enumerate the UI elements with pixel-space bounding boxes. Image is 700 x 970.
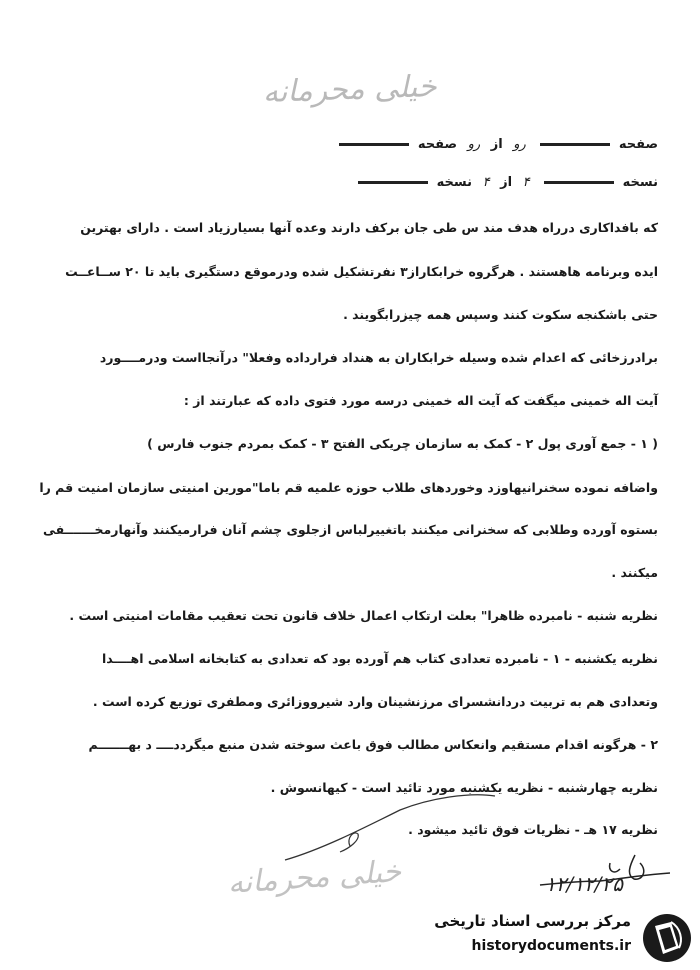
body-line: ( ۱ - جمع آوری پول ۲ - کمک به سازمان چریکی الفتح ۳ - کمک بمردم جنوب فارس ) [147, 436, 658, 451]
archive-logo-icon [641, 912, 693, 964]
copy-current: ۴ [522, 175, 530, 190]
handwritten-date: ۱۲/۱۲/۲۵ [545, 872, 623, 896]
copy-label: نسخه [622, 175, 658, 190]
classification-stamp-top: خیلی محرمانه [262, 68, 438, 111]
copy-number-row [354, 175, 658, 190]
body-line: حتی باشکنجه سکوت کنند وسپس همه چیزرابگویند . [343, 307, 658, 322]
body-line: که بافداکاری درراه هدف مند س طی جان برکف دارند وعده آنها بسیارزیاد است . دارای بهترین [80, 220, 658, 235]
body-line: نظریه ۱۷ هـ - نظریات فوق تائید میشود . [408, 822, 658, 837]
page-total: رو [467, 137, 481, 152]
body-line: نظریه شنبه - نامبرده ظاهرا" بعلت ارتکاب اعمال خلاف قانون تحت تعقیب مقامات امنیتی است . [69, 608, 658, 623]
classification-stamp-bottom: خیلی محرمانه [226, 854, 403, 902]
body-line: ۲ - هرگونه اقدام مستقیم وانعکاس مطالب فوق باعث سوخته شدن منبع میگرددــــ د بهـــــــم [88, 737, 658, 752]
watermark-url: historydocuments.ir [471, 938, 631, 954]
body-line: نظریه چهارشنبه - نظریه یکشنبه مورد تائید است - کیهانسوش . [270, 780, 658, 795]
body-line: آیت اله خمینی میگفت که آیت اله خمینی درسه مورد فتوی داده که عبارتند از : [183, 393, 658, 408]
page-current: رو [513, 137, 526, 152]
body-line: بستوه آورده وطلابی که سخنرانی میکنند باتغییرلباس ازجلوی چشم آنان فرارمیکنند وآنهارمخـــــــفی [43, 522, 658, 537]
body-line: میکنند . [611, 565, 658, 580]
watermark-title: مرکز بررسی اسناد تاریخی [434, 912, 631, 930]
page-of: از [490, 137, 503, 152]
page-suffix: صفحه [417, 137, 458, 152]
page-number-row [335, 137, 658, 152]
watermark [412, 908, 697, 968]
copy-total: ۴ [482, 175, 490, 190]
body-line: برادرزخائی که اعدام شده وسیله خرابکاران به هنداد فرارداده وفعلا" درآنجااست ودرمــــورد [99, 350, 658, 365]
body-line: وتعدادی هم به تربیت دردانشسرای مرزنشینان وارد شیرووزائری ومطفری توزیع کرده است . [92, 694, 658, 709]
body-line: واضافه نموده سخنرانیهاوزد وخوردهای طلاب حوزه علمیه قم باما"مورین امنیتی سازمان امنیت قم را [39, 480, 658, 495]
copy-suffix: نسخه [436, 175, 473, 190]
page-label: صفحه [618, 137, 658, 152]
body-line: نظریه یکشنبه - ۱ - نامبرده تعدادی کتاب هم آورده بود که تعدادی به کتابخانه اسلامی اهــــدا [101, 651, 658, 666]
body-line: ایده وبرنامه هاهستند . هرگروه خرابکاراز۳ نفرتشکیل شده ودرموقع دستگیری باید تا ۲۰ ســاعــت [65, 264, 658, 279]
copy-of: از [500, 175, 513, 190]
